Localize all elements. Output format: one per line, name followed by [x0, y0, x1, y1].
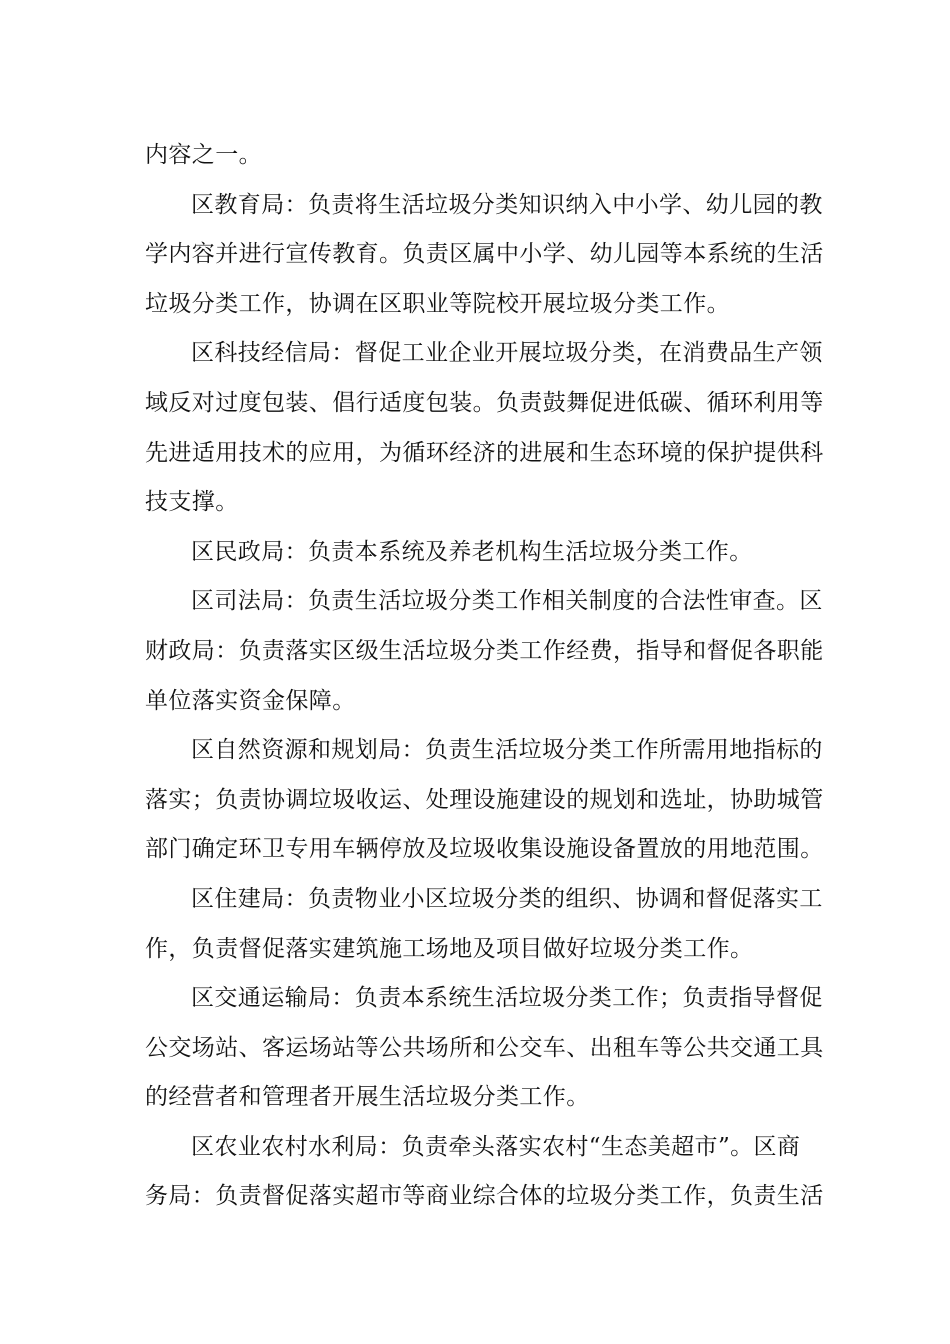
paragraph-start-housing-bureau: 区住建局：负责物业小区垃圾分类的组织、协调和督促落实工 — [191, 885, 823, 912]
text-line: 部门确定环卫专用车辆停放及垃圾收集设施设备置放的用地范围。 — [145, 836, 824, 863]
text-line: 学内容并进行宣传教育。负责区属中小学、幼儿园等本系统的生活 — [145, 241, 824, 268]
text-line: 垃圾分类工作，协调在区职业等院校开展垃圾分类工作。 — [145, 290, 730, 317]
document-body — [145, 131, 824, 1222]
text-line: 域反对过度包装、倡行适度包装。负责鼓舞促进低碳、循环利用等 — [145, 389, 824, 416]
paragraph-start-agriculture-bureau: 区农业农村水利局：负责牵头落实农村“生态美超市”。区商 — [191, 1133, 801, 1160]
text-line: 的经营者和管理者开展生活垃圾分类工作。 — [145, 1084, 590, 1111]
text-line: 落实；负责协调垃圾收运、处理设施建设的规划和选址，协助城管 — [145, 786, 824, 813]
text-line: 公交场站、客运场站等公共场所和公交车、出租车等公共交通工具 — [145, 1034, 824, 1061]
paragraph-start-education-bureau: 区教育局：负责将生活垃圾分类知识纳入中小学、幼儿园的教 — [191, 191, 823, 218]
text-line: 作，负责督促落实建筑施工场地及项目做好垃圾分类工作。 — [145, 935, 754, 962]
text-line: 先进适用技术的应用，为循环经济的进展和生态环境的保护提供科 — [145, 439, 824, 466]
paragraph-start-natural-resources-bureau: 区自然资源和规划局：负责生活垃圾分类工作所需用地指标的 — [191, 737, 823, 764]
paragraph-start-civil-affairs-bureau: 区民政局：负责本系统及养老机构生活垃圾分类工作。 — [191, 538, 753, 565]
text-line: 财政局：负责落实区级生活垃圾分类工作经费，指导和督促各职能 — [145, 637, 824, 664]
text-line: 务局：负责督促落实超市等商业综合体的垃圾分类工作，负责生活 — [145, 1183, 824, 1210]
paragraph-start-justice-bureau: 区司法局：负责生活垃圾分类工作相关制度的合法性审查。区 — [191, 588, 823, 615]
text-line: 技支撑。 — [145, 489, 239, 516]
text-line: 内容之一。 — [145, 142, 262, 168]
paragraph-start-transport-bureau: 区交通运输局：负责本系统生活垃圾分类工作；负责指导督促 — [191, 985, 823, 1012]
text-line: 单位落实资金保障。 — [145, 687, 356, 714]
paragraph-start-technology-bureau: 区科技经信局：督促工业企业开展垃圾分类，在消费品生产领 — [191, 340, 823, 367]
